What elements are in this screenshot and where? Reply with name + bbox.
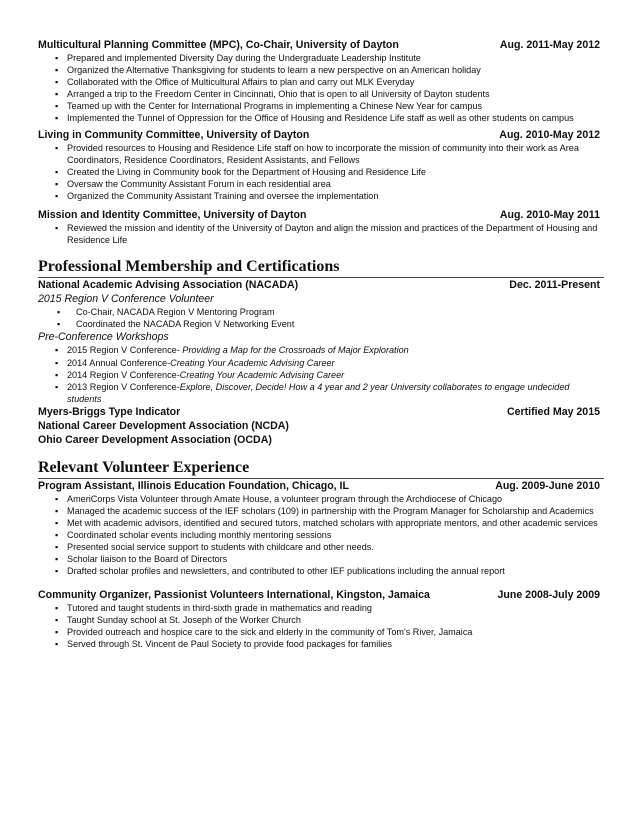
ocda-line: Ohio Career Development Association (OCDA) [38, 433, 272, 446]
mpc-list [38, 52, 604, 125]
list-item: ▪ Drafted scholar profiles and newsletters, and contributed to other IEF publications including the annual report [38, 565, 604, 577]
list-item: ▪ Arranged a trip to the Freedom Center in Cincinnati, Ohio that is open to all University of Dayton students [38, 88, 604, 100]
workshop-lead: 2013 Region V Conference- [67, 381, 180, 392]
list-item: ▪ Collaborated with the Office of Multicultural Affairs to plan and carry out MLK Everyday [38, 76, 604, 88]
list-item: ▪ Organized the Alternative Thanksgiving for students to learn a new perspective on an American holiday [38, 64, 604, 76]
list-item: ▪ Prepared and implemented Diversity Day during the Undergraduate Leadership Institute [38, 52, 604, 64]
entry-title: Myers-Briggs Type Indicator [38, 405, 181, 418]
workshop-lead: 2015 Region V Conference- [67, 345, 183, 356]
entry-date: Dec. 2011-Present [509, 279, 600, 292]
list-item: ▪ Oversaw the Community Assistant Forum in each residential area [38, 178, 604, 190]
entry-date: Aug. 2010-May 2012 [499, 128, 600, 141]
mpc-heading [38, 38, 604, 52]
list-item: ▪ Organized the Community Assistant Training and oversee the implementation [38, 190, 604, 202]
workshop-title: Explore, Discover, Decide! How a 4 year and 2 year University collaborates to engage undecided students [67, 381, 570, 404]
workshop-title: Providing a Map for the Crossroads of Major Exploration [182, 345, 409, 356]
workshop-lead: 2014 Annual Conference- [67, 357, 171, 368]
licc-heading [38, 128, 604, 142]
list-item: ▪ Co-Chair, NACADA Region V Mentoring Program [38, 306, 604, 318]
list-item: ▪ Met with academic advisors, identified and secured tutors, matched scholars with appropriate mentors, and other academic services [38, 517, 604, 529]
nacada-heading [38, 278, 604, 292]
workshop-item [38, 357, 604, 369]
workshop-item [38, 344, 604, 356]
pvi-list [38, 602, 604, 650]
region-subheading: 2015 Region V Conference Volunteer [38, 293, 214, 306]
mic-heading [38, 208, 604, 222]
entry-title: Mission and Identity Committee, University of Dayton [38, 209, 307, 222]
workshop-list [38, 344, 604, 404]
list-item: ▪ Served through St. Vincent de Paul Society to provide food packages for families [38, 638, 604, 650]
list-item: ▪ Taught Sunday school at St. Joseph of the Worker Church [38, 614, 604, 626]
preconference-subheading: Pre-Conference Workshops [38, 331, 169, 344]
resume-page [38, 38, 604, 650]
list-item: ▪ Provided resources to Housing and Residence Life staff on how to incorporate the mission of community into their work as Area Coordinators, Residence Coordinators, Resident Assistants, and Fellows [38, 142, 604, 166]
entry-date: Aug. 2011-May 2012 [499, 39, 600, 51]
list-item: ▪ Coordinated the NACADA Region V Networking Event [38, 318, 604, 330]
entry-date: June 2008-July 2009 [497, 588, 600, 601]
workshop-lead: 2014 Region V Conference- [67, 369, 180, 380]
list-item: ▪ Provided outreach and hospice care to the sick and elderly in the community of Tom's River, Jamaica [38, 626, 604, 638]
list-item: ▪ Managed the academic success of the IEF scholars (109) in partnership with the Program Manager for Scholarship and Academics [38, 505, 604, 517]
entry-title: National Academic Advising Association (NACADA) [38, 279, 299, 292]
entry-date: Certified May 2015 [506, 405, 600, 418]
workshop-title: Creating Your Academic Advising Career [179, 369, 345, 380]
section-heading-volunteer: Relevant Volunteer Experience [38, 458, 604, 479]
list-item: ▪ Presented social service support to students with childcare and other needs. [38, 541, 604, 553]
list-item: ▪ Created the Living in Community book for the Department of Housing and Residence Life [38, 166, 604, 178]
section-heading-professional: Professional Membership and Certifications [38, 257, 604, 278]
list-item: ▪ AmeriCorps Vista Volunteer through Amate House, a volunteer program through the Archdiocese of Chicago [38, 493, 604, 505]
entry-title: Living in Community Committee, University of Dayton [38, 128, 310, 141]
list-item: ▪ Teamed up with the Center for International Programs in implementing a Chinese New Year for campus [38, 100, 604, 112]
list-item: ▪ Tutored and taught students in third-sixth grade in mathematics and reading [38, 602, 604, 614]
pvi-heading [38, 588, 604, 602]
entry-date: Aug. 2010-May 2011 [499, 209, 600, 222]
workshop-item [38, 381, 604, 405]
ncda-line: National Career Development Association (NCDA) [38, 419, 289, 432]
entry-date: Aug. 2009-June 2010 [495, 479, 600, 492]
list-item: ▪ Implemented the Tunnel of Oppression for the Office of Housing and Residence Life staff as well as other students on campus [38, 112, 604, 124]
list-item: ▪ Coordinated scholar events including monthly mentoring sessions [38, 529, 604, 541]
list-item: ▪ Reviewed the mission and identity of the University of Dayton and align the mission and practices of the Department of Housing and Residence Life [38, 222, 604, 246]
entry-title: Multicultural Planning Committee (MPC), Co-Chair, University of Dayton [38, 39, 399, 51]
workshop-title: Creating Your Academic Advising Career [170, 357, 335, 368]
licc-list [38, 142, 604, 202]
myers-briggs-heading [38, 405, 604, 419]
list-item: ▪ Scholar liaison to the Board of Directors [38, 553, 604, 565]
entry-title: Program Assistant, Illinois Education Foundation, Chicago, IL [38, 479, 349, 492]
workshop-item [38, 369, 604, 381]
mic-list [38, 222, 604, 246]
ief-heading [38, 479, 604, 493]
region-list [38, 306, 604, 330]
entry-title: Community Organizer, Passionist Volunteers International, Kingston, Jamaica [38, 588, 430, 601]
ief-list [38, 493, 604, 578]
